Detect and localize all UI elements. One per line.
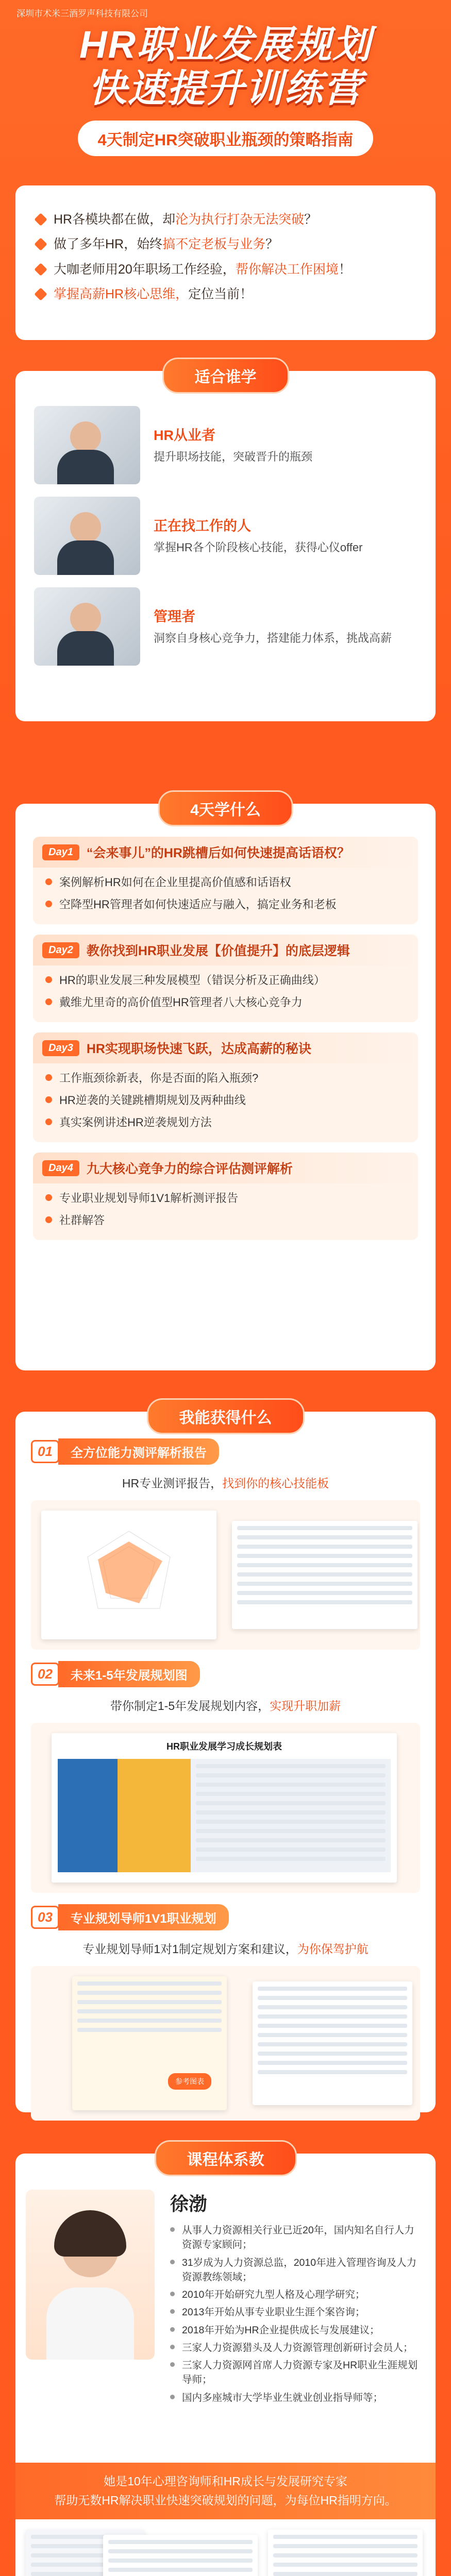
day-point: 真实案例讲述HR逆袭规划方法 xyxy=(45,1114,406,1130)
day-point: 专业职业规划导师1V1解析测评报告 xyxy=(45,1190,406,1206)
audience-desc: 掌握HR各个阶段核心技能，获得心仪offer xyxy=(154,541,363,554)
teacher-card xyxy=(15,2151,436,2576)
bio-item: 三家人力资源网首席人力资源专家及HR职业生涯规划导师； xyxy=(170,2358,423,2387)
gains-card xyxy=(15,1412,436,2112)
dot-icon xyxy=(45,878,52,885)
audience-title: 正在找工作的人 xyxy=(154,518,251,534)
dot-icon xyxy=(170,2395,175,2399)
audience-title: 管理者 xyxy=(154,609,195,625)
day-block xyxy=(33,935,418,1022)
gain-subtitle: 专业规划导师1对1制定规划方案和建议，为你保驾护航 xyxy=(82,1942,369,1956)
pain-point: HR各模块都在做，却 沦为执行打杂无法突破 ？ xyxy=(36,210,415,229)
dot-icon xyxy=(45,998,52,1005)
day-point: 戴维尤里奇的高价值型HR管理者八大核心竞争力 xyxy=(45,994,406,1010)
bio-item: 2010年开始研究九型人格及心理学研究； xyxy=(170,2287,423,2302)
teacher-heading: 课程体系教 xyxy=(155,2140,297,2176)
days-card xyxy=(15,804,436,1370)
gain-number: 03 xyxy=(31,1906,59,1929)
plan-preview xyxy=(31,1723,420,1893)
audience-photo xyxy=(34,497,140,575)
diamond-icon xyxy=(34,287,47,300)
diamond-icon xyxy=(34,238,47,251)
bio-item: 2013年开始从事专业职业生涯个案咨询； xyxy=(170,2305,423,2319)
audience-item xyxy=(34,587,417,666)
pain-point: 大咖老师用20年职场工作经验， 帮你解决工作困境 ！ xyxy=(36,260,415,279)
bio-item: 31岁成为人力资源总监，2010年进入管理咨询及人力资源教练领域； xyxy=(170,2256,423,2285)
bio-item: 三家人力资源猎头及人力资源管理创新研讨会员人； xyxy=(170,2341,423,2355)
gain-title: 未来1-5年发展规划图 xyxy=(58,1661,200,1687)
hero xyxy=(0,23,451,156)
day-title: 教你找到HR职业发展【价值提升】的底层逻辑 xyxy=(86,944,350,958)
company-name: 深圳市术米三酒罗声科技有限公司 xyxy=(16,9,148,19)
advice-page xyxy=(72,1976,227,2110)
teacher-name: 徐渤 xyxy=(170,2193,208,2214)
gain-title: 全方位能力测评解析报告 xyxy=(58,1438,219,1465)
day-block xyxy=(33,1032,418,1142)
pain-points-card xyxy=(15,185,436,340)
score-table-page xyxy=(232,1521,417,1629)
day-point: HR逆袭的关键跳槽期规划及两种曲线 xyxy=(45,1092,406,1108)
dot-icon xyxy=(170,2362,175,2367)
teacher-banner-line1: 她是10年心理咨询师和HR成长与发展研究专家 xyxy=(104,2475,347,2488)
dot-icon xyxy=(45,1216,52,1223)
day-point: 案例解析HR如何在企业里提高价值感和话语权 xyxy=(45,874,406,890)
dot-icon xyxy=(45,976,52,983)
bio-item: 国内多座城市大学毕业生就业创业指导师等； xyxy=(170,2391,423,2405)
radar-report-page xyxy=(41,1511,216,1639)
days-heading: 4天学什么 xyxy=(158,790,293,826)
plan-table-page xyxy=(52,1733,397,1883)
day-point: HR的职业发展三种发展模型（错误分析及正确曲线） xyxy=(45,972,406,988)
dot-icon xyxy=(170,2227,175,2232)
bio-item: 2018年开始为HR企业提供成长与发展建议； xyxy=(170,2323,423,2337)
dot-icon xyxy=(170,2292,175,2296)
pain-point: 做了多年HR，始终 搞不定老板与业务 ？ xyxy=(36,235,415,253)
day-badge: Day1 xyxy=(42,844,79,860)
day-badge: Day2 xyxy=(42,942,79,958)
audience-desc: 洞察自身核心竞争力，搭建能力体系，挑战高薪 xyxy=(154,632,392,645)
day-point: 社群解答 xyxy=(45,1212,406,1228)
audience-title: HR从业者 xyxy=(154,428,215,444)
day-title: HR实现职场快速飞跃，达成高薪的秘诀 xyxy=(86,1042,311,1056)
day-point: 工作瓶颈徐新表，你是否面的陷入瓶颈? xyxy=(45,1070,406,1086)
hero-title-line1: HR职业发展规划 xyxy=(79,23,372,66)
teacher-bio xyxy=(170,2223,423,2405)
advice-preview xyxy=(31,1966,420,2121)
reference-chart-button: 参考图表 xyxy=(168,2073,211,2090)
pain-points-list xyxy=(15,185,436,325)
bio-item: 从事人力资源相关行业已近20年，国内知名自行人力资源专家顾问； xyxy=(170,2223,423,2252)
dot-icon xyxy=(45,1118,52,1125)
audience-heading: 适合谁学 xyxy=(162,358,289,394)
audience-item xyxy=(34,497,417,575)
dot-icon xyxy=(45,1096,52,1103)
audience-desc: 提升职场技能，突破晋升的瓶颈 xyxy=(154,450,313,464)
gain-number: 01 xyxy=(31,1440,59,1463)
audience-photo xyxy=(34,587,140,666)
gain-number: 02 xyxy=(31,1663,59,1686)
teacher-info xyxy=(170,2190,423,2408)
audience-photo xyxy=(34,406,140,484)
gain-title: 专业规划导师1V1职业规划 xyxy=(58,1904,229,1930)
chat-screenshot xyxy=(103,2535,258,2576)
audience-item xyxy=(34,406,417,484)
consultation-screenshots xyxy=(26,2530,425,2576)
gain-subtitle: 带你制定1-5年发展规划内容，实现升职加薪 xyxy=(110,1699,341,1713)
day-point: 空降型HR管理者如何快速适应与融入，搞定业务和老板 xyxy=(45,896,406,912)
day-block xyxy=(33,837,418,924)
dot-icon xyxy=(170,2260,175,2264)
diamond-icon xyxy=(34,263,47,276)
teacher-banner-line2: 帮助无数HR解决职业快速突破规划的问题，为每位HR指明方向。 xyxy=(54,2493,397,2507)
dot-icon xyxy=(45,1194,52,1201)
dot-icon xyxy=(170,2327,175,2332)
hero-subtitle: 4天制定HR突破职业瓶颈的策略指南 xyxy=(78,121,373,156)
dot-icon xyxy=(45,1074,52,1081)
dot-icon xyxy=(170,2309,175,2314)
dot-icon xyxy=(170,2345,175,2349)
gains-heading: 我能获得什么 xyxy=(147,1398,305,1434)
report-preview xyxy=(31,1500,420,1650)
day-block xyxy=(33,1153,418,1240)
day-badge: Day3 xyxy=(42,1040,79,1056)
pain-point: 掌握高薪HR核心思维， 定位当前！ xyxy=(36,285,415,303)
gain-item xyxy=(31,1661,420,1893)
dot-icon xyxy=(45,901,52,907)
audience-card xyxy=(15,371,436,721)
day-title: “会来事儿”的HR跳槽后如何快速提高话语权？ xyxy=(86,846,350,860)
hero-title-line2: 快速提升训练营 xyxy=(88,67,363,110)
day-badge: Day4 xyxy=(42,1160,79,1176)
gain-subtitle: HR专业测评报告，找到你的核心技能板 xyxy=(122,1477,329,1490)
gain-item xyxy=(31,1438,420,1650)
teacher-banner xyxy=(15,2463,436,2519)
evaluation-page xyxy=(253,1981,412,2105)
plan-table-title: HR职业发展学习成长规划表 xyxy=(166,1741,282,1752)
resume-screenshot xyxy=(268,2530,423,2576)
teacher-photo xyxy=(26,2190,155,2360)
gain-item xyxy=(31,1904,420,2121)
radar-chart-icon xyxy=(41,1511,216,1639)
diamond-icon xyxy=(34,213,47,226)
day-title: 九大核心竞争力的综合评估测评解析 xyxy=(86,1162,293,1176)
